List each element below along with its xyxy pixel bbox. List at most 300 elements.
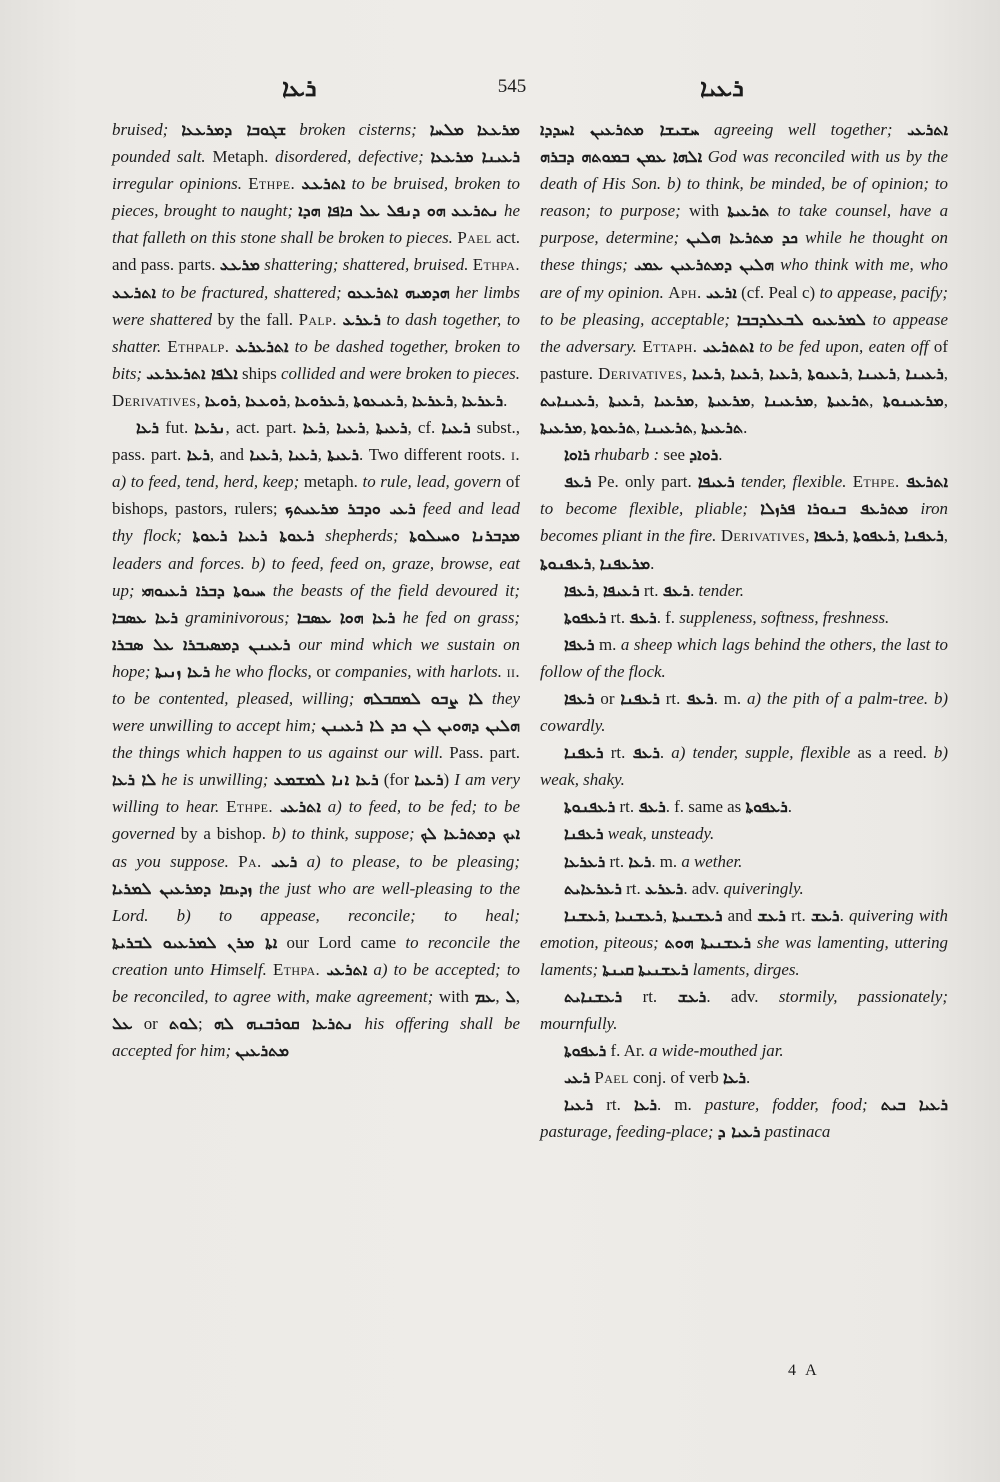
english-text: , bbox=[495, 987, 506, 1006]
english-text: , bbox=[635, 418, 645, 438]
syriac-word: ܠܐ ܨܒܘ ܠܡܩܒܠܗ bbox=[363, 688, 484, 708]
dictionary-entry bbox=[112, 414, 520, 1064]
syriac-word: ܫܓܘܒܐ ܕܡܪܥܥܐ bbox=[181, 120, 287, 139]
syriac-word: ܠܡܪܥܝܘ ܠܒܥܠܕܒܒܐ bbox=[736, 309, 866, 329]
english-text: , bbox=[694, 390, 708, 410]
syriac-word: ܡܬܪܥܝܢ bbox=[235, 1041, 290, 1061]
syriac-word: ܡܪܥܝܬܐ bbox=[708, 390, 751, 410]
syriac-word: ܪܥܪܥ bbox=[342, 309, 381, 329]
english-text: , bbox=[692, 418, 702, 438]
english-text: , bbox=[325, 418, 337, 438]
syriac-word: ܠܘܬ bbox=[168, 1014, 198, 1034]
english-italic-text: to be contented, pleased, willing; bbox=[112, 688, 364, 708]
syriac-word: ܠ bbox=[505, 987, 516, 1006]
english-text: . bbox=[839, 905, 849, 925]
english-text: rt. bbox=[605, 851, 629, 871]
syriac-word: ܗܘ ܕܢܦܠ ܥܠ ܟܐܦܐ ܗܕܐ bbox=[298, 201, 446, 221]
syriac-word: ܪܥܝܢܐ ܡܪܥܥܐ bbox=[430, 147, 520, 167]
english-italic-text: iron becomes pliant in the fire. bbox=[540, 499, 948, 546]
grammar-label: Derivatives bbox=[720, 526, 806, 546]
english-italic-text: pasturage, feeding-place; bbox=[540, 1122, 718, 1142]
syriac-word: ܥܡ bbox=[474, 987, 496, 1006]
dictionary-entry bbox=[540, 685, 948, 739]
dictionary-entry bbox=[112, 116, 520, 414]
syriac-word: ܪܥܝܐ bbox=[414, 770, 444, 790]
english-italic-text: broken cisterns; bbox=[286, 120, 430, 139]
english-text: , bbox=[278, 445, 289, 465]
dictionary-entry bbox=[540, 902, 948, 983]
english-italic-text: to rule, lead, govern bbox=[362, 472, 502, 492]
english-text: . bbox=[718, 445, 723, 465]
english-text bbox=[273, 797, 280, 816]
right-column bbox=[540, 116, 948, 1146]
syriac-word: ܪܥܝܐ bbox=[288, 445, 318, 465]
syriac-word: ܪܥܝܢܢ ܕܡܣܝܒܪܐ ܥܠ ܣܒܪܐ bbox=[112, 634, 291, 654]
english-text: by a bishop. bbox=[174, 824, 272, 844]
english-text: , bbox=[515, 987, 520, 1006]
english-text: , bbox=[582, 418, 591, 438]
syriac-word: ܪܥܫܢܝܐ bbox=[615, 905, 663, 925]
english-text: or bbox=[132, 1014, 169, 1034]
english-text: rt. bbox=[615, 797, 639, 817]
syriac-word: ܪܥܝܦܐ bbox=[697, 472, 735, 492]
english-italic-text: to become flexible, pliable; bbox=[540, 499, 761, 519]
english-italic-text: to be dashed together, broken to bits; bbox=[112, 336, 520, 383]
signature-mark: 4 A bbox=[788, 1362, 820, 1379]
english-italic-text: the beasts of the field devoured it; bbox=[265, 580, 520, 600]
syriac-word: ܐܬܪܥܪܥ bbox=[235, 336, 289, 356]
dictionary-entry bbox=[540, 983, 948, 1037]
english-text: rt. bbox=[785, 905, 811, 925]
english-text: . bbox=[743, 418, 748, 438]
english-text: , bbox=[317, 445, 328, 465]
syriac-word: ܪܥܝܬܐ bbox=[608, 390, 641, 410]
dictionary-entry bbox=[540, 1091, 948, 1145]
syriac-word: ܙܕܝܩܐ ܕܡܪܥܝܢ ܠܡܪܝܐ bbox=[112, 878, 253, 898]
syriac-word: ܐܠܦܐ ܐܬܪܥܪܥܝ bbox=[146, 363, 238, 383]
english-text: , bbox=[896, 363, 906, 383]
english-italic-text: to be fractured, shattered; bbox=[156, 282, 348, 302]
syriac-word: ܪܥܝ ܘܕܒܪ ܡܪܥܝܬܟ bbox=[284, 499, 416, 519]
english-italic-text: a) the pith of a palm-tree. b) cowardly. bbox=[540, 688, 949, 736]
syriac-word: ܐܪܥܝ bbox=[706, 282, 737, 302]
english-italic-text: a sheep which lags behind the others, the last to follow of the flock. bbox=[540, 634, 948, 681]
syriac-word: ܪܥܪܥܐܝܬ bbox=[564, 878, 622, 898]
english-italic-text: God was reconciled with us by the death of His Son. b) to think, be minded, be of opinion; to reason; to purpose; bbox=[540, 147, 949, 221]
dictionary-entry bbox=[540, 116, 948, 441]
english-text: and bbox=[722, 905, 758, 925]
english-italic-text: to appease, pacify; to be pleasing, acceptable; bbox=[540, 282, 948, 329]
english-text: Pass. part. bbox=[443, 743, 520, 763]
syriac-word: ܪܥܐ ܥܣܒܐ bbox=[112, 607, 178, 627]
syriac-word: ܪܥܐ bbox=[628, 851, 652, 871]
english-text: , bbox=[813, 390, 828, 410]
english-italic-text: the things which happen to us against our will. bbox=[112, 743, 444, 763]
english-text bbox=[227, 526, 238, 545]
english-text: Pe. only part. bbox=[591, 472, 698, 492]
dictionary-entry bbox=[540, 604, 948, 631]
syriac-word: ܪܥܝ bbox=[271, 851, 298, 871]
syriac-word: ܐܬܪܥܦ bbox=[905, 472, 949, 492]
syriac-word: ܐܠܗܐ ܥܡܢ ܒܡܘܬܗ ܕܒܪܗ bbox=[540, 147, 703, 167]
english-text: , bbox=[591, 553, 600, 573]
english-italic-text: stormily, passionately; mournfully. bbox=[540, 987, 948, 1034]
syriac-word: ܪܥܝܐ bbox=[336, 418, 366, 438]
english-text: with bbox=[680, 201, 728, 221]
english-text: . bbox=[746, 1068, 751, 1088]
syriac-word: ܪܥܝ bbox=[564, 1068, 591, 1088]
syriac-word: ܪܥܦ bbox=[638, 797, 666, 817]
syriac-word: ܪܥܝܢܐܝܬ bbox=[540, 390, 595, 410]
english-italic-text: a) to feed, to be fed; to be governed bbox=[112, 797, 520, 844]
syriac-word: ܪܥܫܢܐܝܬ bbox=[564, 987, 623, 1006]
syriac-word: ܟܕ ܡܬܪܥܐ ܗܠܝܢ bbox=[686, 228, 798, 248]
english-italic-text: leaders and forces. b) to feed, feed on, graze, browse, eat up; bbox=[112, 553, 520, 600]
syriac-word: ܗܠܝܢ ܕܗܘܝܢ ܠܢ ܟܕ ܠܐ ܪܥܝܢܢ bbox=[321, 716, 521, 736]
dictionary-entry bbox=[540, 820, 948, 847]
syriac-word: ܪܥܦܢܘܬܐ bbox=[540, 553, 592, 573]
syriac-word: ܥܠ bbox=[112, 1014, 133, 1034]
english-italic-text: a) to be accepted; to be reconciled, to agree with, make agreement; bbox=[112, 959, 520, 1006]
syriac-word: ܪܘܥܐ bbox=[204, 390, 237, 410]
syriac-word: ܪܥܝܐ ܕ bbox=[717, 1122, 761, 1142]
syriac-word: ܡܠܚܐ bbox=[429, 120, 464, 139]
syriac-word: ܪܥܝܐ bbox=[441, 418, 471, 438]
english-text: of pasture. bbox=[540, 336, 948, 383]
english-italic-text: pasture, fodder, food; bbox=[704, 1095, 881, 1115]
english-italic-text: graminivorous; bbox=[177, 607, 297, 627]
english-text: . f. bbox=[656, 607, 680, 627]
syriac-word: ܦܪܙܠܐ bbox=[760, 499, 796, 519]
english-text: , bbox=[345, 390, 354, 410]
grammar-label: Ethpe. bbox=[852, 472, 900, 492]
syriac-word: ܪܥܦܘܬܐ bbox=[564, 1041, 607, 1061]
english-text: , bbox=[869, 390, 883, 410]
syriac-word: ܪܥܝܐ bbox=[691, 363, 722, 383]
english-italic-text: laments, dirges. bbox=[688, 959, 800, 979]
english-text: rt. bbox=[621, 878, 645, 898]
syriac-word: ܡܬܪܥܦ ܒܢܘܪܐ bbox=[807, 499, 909, 519]
english-text: . bbox=[503, 390, 508, 410]
english-text: , bbox=[662, 905, 673, 925]
english-italic-text: shepherds; bbox=[314, 526, 410, 546]
english-italic-text: tender. bbox=[698, 580, 745, 600]
english-text: , bbox=[844, 526, 854, 546]
syriac-word: ܪܥܦܘܬܐ bbox=[564, 607, 607, 627]
english-text: rt. bbox=[593, 1095, 634, 1115]
syriac-word: ܪܥܝܘܬܐ bbox=[807, 363, 849, 383]
english-text: , bbox=[750, 390, 765, 410]
english-text: . m. bbox=[713, 688, 747, 708]
syriac-word: ܢܪܥܐ bbox=[194, 418, 226, 438]
syriac-word: ܪܥܪܥܐ bbox=[564, 851, 606, 871]
syriac-word: ܬܪܥܘܬܐ bbox=[590, 418, 636, 438]
english-text: , bbox=[895, 526, 905, 546]
english-italic-text: suppleness, softness, freshness. bbox=[679, 607, 890, 627]
english-italic-text: a wether. bbox=[681, 851, 743, 871]
english-italic-text: shattering; shattered, bruised. bbox=[259, 255, 469, 275]
english-italic-text: to be fed upon, eaten off bbox=[753, 336, 929, 356]
syriac-word: ܬܪܥܝܬܐ bbox=[827, 390, 870, 410]
syriac-word: ܐܬܐ ܡܪܢ ܠܡܪܥܝܘ ܠܒܪܝܬܐ bbox=[112, 932, 278, 952]
english-italic-text: he that falleth on this stone shall be broken to pieces. bbox=[112, 201, 520, 248]
syriac-word: ܪܥܦܐ bbox=[813, 526, 845, 546]
syriac-word: ܪܥܐ bbox=[302, 418, 326, 438]
syriac-word: ܡܪܥܝܐ bbox=[654, 390, 695, 410]
grammar-label: Palp. bbox=[298, 309, 337, 329]
syriac-word: ܪܥܦ bbox=[632, 743, 660, 763]
syriac-word: ܪܥܐ bbox=[186, 445, 210, 465]
syriac-word: ܪܥܦܢܐ bbox=[564, 743, 604, 763]
english-italic-text: agreeing well together; bbox=[699, 120, 908, 139]
english-italic-text: to reconcile the creation unto Himself. bbox=[112, 932, 521, 979]
syriac-word: ܐܬܬܪܥܝ bbox=[702, 336, 754, 356]
english-text: . adv. bbox=[706, 987, 779, 1006]
english-text: , bbox=[594, 390, 609, 410]
syriac-word: ܪܥܐ bbox=[723, 1068, 747, 1088]
english-text: . f. same as bbox=[665, 797, 746, 817]
english-text: . Two different roots. bbox=[359, 445, 511, 465]
english-text: by the fall. bbox=[212, 309, 299, 329]
syriac-word: ܪܥܦܢܐ bbox=[620, 688, 660, 708]
english-text: , bbox=[236, 390, 246, 410]
english-text: ) bbox=[443, 770, 455, 790]
english-text: m. bbox=[594, 634, 621, 654]
english-text: , bbox=[848, 363, 858, 383]
page-number: 545 bbox=[497, 76, 527, 97]
english-italic-text: her limbs were shattered bbox=[112, 282, 520, 329]
syriac-word: ܪܥܦ bbox=[629, 607, 657, 627]
english-text: of bishops, pastors, rulers; bbox=[112, 472, 520, 519]
english-text: see bbox=[659, 445, 690, 465]
english-italic-text: quiveringly. bbox=[723, 878, 804, 898]
english-italic-text: b) to think, suppose; bbox=[271, 824, 421, 844]
english-text: conj. of verb bbox=[628, 1068, 724, 1088]
english-text: metaph. bbox=[299, 472, 363, 492]
english-text: , bbox=[196, 390, 205, 410]
syriac-word: ܪܥܝܢܐ bbox=[905, 363, 944, 383]
syriac-word: ܠܐ ܪܥܐ bbox=[112, 770, 157, 790]
english-italic-text: to appease the adversary. bbox=[540, 309, 949, 356]
syriac-word: ܪܥܦ bbox=[662, 580, 691, 600]
english-text: with bbox=[433, 987, 475, 1006]
english-italic-text: b) weak, shaky. bbox=[540, 743, 948, 790]
dictionary-entry bbox=[540, 848, 948, 875]
syriac-word: ܪܥܫ bbox=[757, 905, 786, 925]
syriac-word: ܪܥܦܘܬܐ bbox=[853, 526, 896, 546]
syriac-word: ܪܥܐ ܐܢܐ ܠܡܫܡܥ bbox=[273, 770, 379, 790]
english-text: , cf. bbox=[407, 418, 442, 438]
syriac-word: ܪܥܪܥܐ bbox=[461, 390, 504, 410]
english-italic-text: a) to please, to be pleasing; bbox=[297, 851, 520, 871]
dictionary-entry bbox=[540, 793, 948, 820]
grammar-label: Ethpa. bbox=[272, 959, 321, 979]
english-text: Metaph. bbox=[205, 147, 276, 167]
english-text bbox=[795, 499, 807, 518]
syriac-word: ܪܥܐ bbox=[136, 418, 160, 438]
english-italic-text: they were unwilling to accept him; bbox=[112, 688, 520, 736]
syriac-word: ܡܪܥܦܢܐ bbox=[599, 553, 651, 573]
english-italic-text: feed and lead thy flock; bbox=[112, 499, 520, 546]
dictionary-entry bbox=[540, 875, 948, 902]
english-text: , act. part. bbox=[225, 418, 303, 438]
dictionary-entry bbox=[540, 631, 948, 685]
grammar-label: Ethpe. bbox=[248, 174, 296, 194]
dictionary-entry bbox=[540, 468, 948, 576]
english-italic-text: pastinaca bbox=[760, 1122, 831, 1142]
syriac-word: ܬܪܥܝܢܐ bbox=[644, 418, 693, 438]
english-italic-text: pounded salt. bbox=[112, 147, 206, 167]
syriac-word: ܪܥܦܢܐ bbox=[904, 526, 944, 546]
dictionary-entry bbox=[540, 441, 948, 468]
english-text: rt. bbox=[659, 688, 687, 708]
syriac-word: ܪܘܐܕ bbox=[689, 445, 719, 465]
english-text: . bbox=[690, 580, 699, 600]
syriac-word: ܪܥܘܬܐ bbox=[192, 526, 228, 546]
english-text: as a reed. bbox=[850, 743, 934, 763]
syriac-word: ܡܪܥܥܐ bbox=[477, 120, 520, 139]
syriac-word: ܚܫܝܫܐ ܡܬܪܥܝܢ ܐܚܕܕܐ bbox=[540, 120, 700, 139]
syriac-word: ܪܘܥܥܐ bbox=[245, 390, 287, 410]
english-italic-text: companies, with harlots. bbox=[335, 661, 502, 681]
english-italic-text: his offering shall be accepted for him; bbox=[112, 1014, 521, 1061]
dictionary-entry bbox=[540, 1064, 948, 1091]
syriac-word: ܪܥܫܢܝܬܐ bbox=[638, 959, 689, 979]
grammar-label: Derivatives bbox=[112, 390, 197, 410]
english-text bbox=[262, 852, 271, 871]
grammar-label: Ethpe. bbox=[226, 797, 274, 817]
english-italic-text: he is unwilling; bbox=[156, 770, 274, 790]
english-text: rt. bbox=[606, 607, 630, 627]
syriac-word: ܪܥܪܥܐ bbox=[412, 390, 454, 410]
syriac-word: ܪܥܪܘܥܐ bbox=[294, 390, 346, 410]
english-text: ; bbox=[197, 1014, 214, 1034]
english-italic-text: to be bruised, broken to pieces, brought to naught; bbox=[112, 174, 520, 221]
english-italic-text: the just who are well-pleasing to the Lord. b) to appease, reconcile; to heal; bbox=[112, 878, 520, 925]
english-italic-text: a) to feed, tend, herd, keep; bbox=[112, 472, 300, 492]
grammar-label: Ethpalp. bbox=[167, 336, 230, 356]
syriac-word: ܪܥܝܐ bbox=[769, 363, 799, 383]
english-italic-text: a) tender, supple, flexible bbox=[671, 743, 851, 763]
syriac-word: ܪܥܫܢܝܬܐ bbox=[672, 905, 723, 925]
syriac-word: ܪܥܐ ܗܘܐ ܥܣܒܐ bbox=[296, 607, 396, 627]
syriac-word: ܪܥܘܬܐ ܪܥܝܐ bbox=[238, 526, 315, 546]
syriac-word: ܪܥܦܐ bbox=[564, 634, 595, 654]
syriac-word: ܪܥܦܘܬܐ bbox=[745, 797, 788, 817]
english-text: , bbox=[759, 363, 770, 383]
syriac-word: ܪܥܐ ܙܢܝܬܐ bbox=[155, 661, 211, 681]
syriac-word: ܗܕܡܝܗ ܐܬܪܥܥܘ bbox=[347, 282, 450, 302]
english-italic-text: quivering with emotion, piteous; bbox=[540, 905, 948, 952]
syriac-word: ܪܥܝܬܐ bbox=[327, 445, 359, 465]
english-italic-text: who think with me, who are of my opinion. bbox=[540, 255, 949, 302]
english-text: our Lord came bbox=[277, 932, 406, 952]
english-text: rt. bbox=[639, 580, 663, 600]
syriac-word: ܐܬܪܥܝ bbox=[907, 120, 948, 139]
english-text: . m. bbox=[657, 1095, 705, 1115]
grammar-label: Pael bbox=[594, 1068, 629, 1088]
english-italic-text: rhubarb : bbox=[590, 445, 660, 465]
english-text: , bbox=[453, 390, 462, 410]
syriac-word: ܡܪܥܝܬܐ bbox=[540, 418, 583, 438]
syriac-word: ܪܥܪܥ bbox=[644, 878, 684, 898]
english-text: , bbox=[403, 390, 412, 410]
english-text: . bbox=[650, 553, 655, 573]
grammar-label: Ettaph. bbox=[642, 336, 698, 356]
english-text: (for bbox=[378, 770, 415, 790]
english-italic-text: I am very willing to hear. bbox=[112, 770, 521, 817]
english-text: ships bbox=[237, 363, 281, 383]
syriac-word: ܪܥܝܐ bbox=[564, 1095, 594, 1115]
english-text: . m. bbox=[651, 851, 682, 871]
english-italic-text: disordered, defective; bbox=[275, 147, 431, 167]
english-italic-text: to dash together, to shatter. bbox=[112, 309, 520, 356]
syriac-word: ܒܝܬ bbox=[880, 1095, 906, 1115]
english-text: (cf. Peal c) bbox=[736, 282, 820, 302]
english-italic-text: bruised; bbox=[112, 120, 182, 139]
dictionary-entry bbox=[540, 739, 948, 793]
english-italic-text: weak, unsteady. bbox=[603, 824, 715, 844]
running-header bbox=[0, 76, 1000, 106]
syriac-word: ܢܬܪܥܐ ܩܘܪܒܢܗ ܠܗ bbox=[213, 1014, 354, 1034]
syriac-word: ܪܥܝܐ bbox=[249, 445, 279, 465]
english-italic-text: irregular opinions. bbox=[112, 174, 242, 194]
english-text: . adv. bbox=[683, 878, 724, 898]
syriac-word: ܪܥܫ bbox=[810, 905, 840, 925]
grammar-label: ii. bbox=[506, 661, 520, 681]
english-text: , bbox=[682, 363, 692, 383]
syriac-word: ܡܪܥܝܢܘܬܐ bbox=[882, 390, 944, 410]
syriac-word: ܬܪܥܝܬܐ bbox=[727, 201, 770, 221]
english-italic-text: collided and were broken to pieces. bbox=[280, 363, 520, 383]
syriac-word: ܪܥܫܢܝܬܐ ܗܘܬ bbox=[664, 932, 752, 952]
syriac-word: ܩܝܢܬܐ bbox=[602, 959, 635, 979]
english-text: fut. bbox=[159, 418, 195, 438]
english-text: , bbox=[365, 418, 376, 438]
left-column bbox=[112, 116, 520, 1064]
english-text: rt. bbox=[603, 743, 633, 763]
syriac-word: ܡܪܥܥ bbox=[219, 255, 260, 275]
syriac-word: ܚܝܘܬܐ ܕܒܪܐ ܪܥܝܘܗܝ bbox=[141, 580, 266, 600]
syriac-word: ܪܥܫ bbox=[677, 987, 707, 1006]
syriac-word: ܪܥܦܐ bbox=[564, 580, 595, 600]
syriac-word: ܡܕܒܪܢܐ ܘܚܝܠܘܬܐ bbox=[409, 526, 520, 546]
syriac-word: ܪܥܦ bbox=[564, 472, 592, 492]
syriac-word: ܢܬܪܥܥ bbox=[451, 201, 499, 221]
english-text: or bbox=[311, 661, 336, 681]
english-italic-text: he fed on grass; bbox=[395, 607, 521, 627]
grammar-label: Ethpa. bbox=[472, 255, 520, 275]
english-text: , bbox=[721, 363, 731, 383]
syriac-word: ܪܥܝܐ bbox=[730, 363, 760, 383]
grammar-label: i. bbox=[510, 445, 520, 465]
english-text: , bbox=[605, 905, 616, 925]
english-text: , bbox=[943, 390, 948, 410]
syriac-word: ܬܪܥܝܬܐ bbox=[701, 418, 744, 438]
grammar-label: Aph. bbox=[668, 282, 702, 302]
syriac-word: ܪܥܦ bbox=[686, 688, 714, 708]
syriac-word: ܐܬܪܥܝ bbox=[279, 797, 321, 817]
syriac-word: ܪܐܘܐ bbox=[564, 445, 591, 465]
english-italic-text: she was lamenting, uttering laments; bbox=[540, 932, 948, 979]
english-text: . bbox=[787, 797, 793, 817]
syriac-word: ܪܥܦܢܘܬܐ bbox=[564, 797, 616, 817]
syriac-word: ܐܬܪܥܥ bbox=[112, 282, 157, 302]
syriac-word: ܪܥܫܢܐ bbox=[564, 905, 606, 925]
english-italic-text: to take counsel, have a purpose, determine; bbox=[540, 201, 949, 248]
english-text: , bbox=[805, 526, 814, 546]
english-text: act. and pass. parts. bbox=[112, 228, 520, 275]
